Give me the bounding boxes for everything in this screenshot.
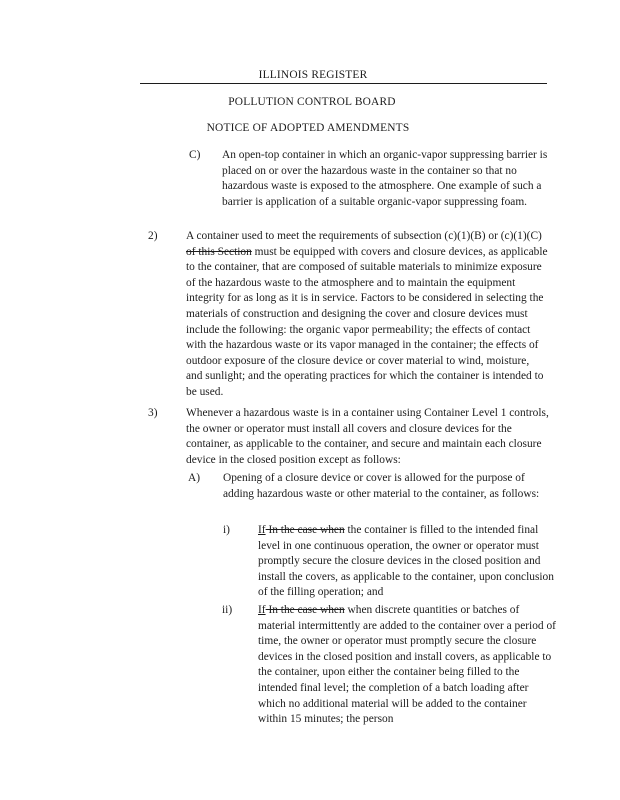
item-c-text: An open-top container in which an organic-vapor suppressing barrier is placed on or over the hazardous waste in the container so that no hazardous waste is exposed to the atmosphere. One example of such a barrier is application of a suitable organic-vapor suppressing foam.	[222, 149, 548, 208]
item-c-label: C)	[189, 149, 201, 161]
item-i-paragraph	[258, 523, 558, 601]
item-ii-struck-text: In the case when	[265, 604, 345, 616]
item-i-inserted-text: If	[258, 524, 266, 536]
header-rule	[140, 83, 547, 84]
register-title: ILLINOIS REGISTER	[258, 69, 368, 81]
item-ii-paragraph	[258, 603, 558, 728]
notice-title: NOTICE OF ADOPTED AMENDMENTS	[206, 122, 410, 134]
item-ii-inserted-text: If	[258, 604, 266, 616]
board-title: POLLUTION CONTROL BOARD	[228, 96, 396, 108]
item-2-struck-text: of this Section	[186, 245, 252, 258]
item-i-text: the container is filled to the intended final level in one continuous operation, the owner or operator must promptly secure the closure devices in the closed position and install the covers, as applicable to the container, upon conclusion of the filling operation; and	[258, 524, 554, 599]
item-a-label: A)	[188, 472, 201, 484]
item-a-text: Opening of a closure device or cover is allowed for the purpose of adding hazardous waste or other material to the container, as follows:	[223, 472, 540, 500]
item-i-label: i)	[223, 524, 230, 536]
item-3-text: Whenever a hazardous waste is in a container using Container Level 1 controls, the owner or operator must install all covers and closure devices for the container, as applicable to the container, and secure and maintain each closure device in the closed position except as follows:	[186, 407, 549, 466]
item-3-label: 3)	[148, 407, 158, 419]
item-ii-text: when discrete quantities or batches of material intermittently are added to the container over a period of time, the owner or operator must promptly secure the closure devices in the closed position and install covers, as applicable to the container, upon either the container being filled to the intended final level; the completion of a batch loading after which no additional material will be added to the container within 15 minutes; the person	[258, 604, 556, 726]
item-2-label: 2)	[148, 230, 158, 242]
item-2-text-a: A container used to meet the requirements of subsection (c)(1)(B) or (c)(1)(C)	[186, 230, 542, 242]
item-ii-label: ii)	[222, 604, 233, 616]
item-i-struck-text: In the case when	[265, 524, 345, 536]
item-2-paragraph	[186, 229, 548, 401]
item-2-text-b: must be equipped with covers and closure devices, as applicable to the container, that are composed of suitable materials to minimize exposure of the hazardous waste to the atmosphere and to maintain the equipment integrity for as long as it is in service. Factors to be considered in selecting the materials of construction and designing the cover and closure devices must include the following: the organic vapor permeability; the effects of contact with the hazardous waste or its vapor managed in the container; the effects of outdoor exposure of the closure device or cover material to wind, moisture, and sunlight; and the operating practices for which the container is intended to be used.	[186, 245, 548, 398]
